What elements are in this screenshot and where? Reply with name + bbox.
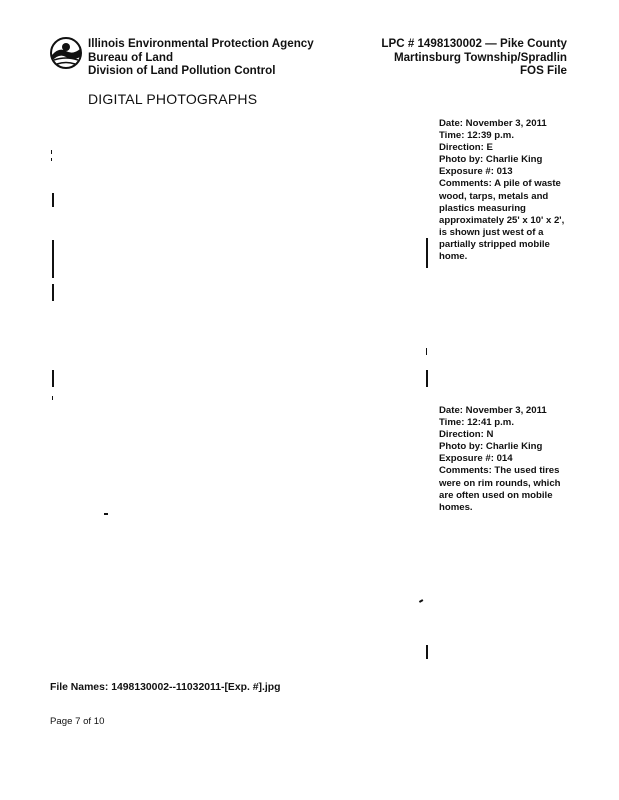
file-names: File Names: 1498130002--11032011-[Exp. #].jpg [50,682,281,693]
photo-exposure: Exposure #: 014 [439,453,513,465]
photo-direction: Direction: N [439,429,494,441]
photo-date: Date: November 3, 2011 [439,405,547,416]
photo-comments: Comments: The used tires were on rim rounds, which are often used on mobile homes. [439,465,561,513]
scan-mark [52,240,54,278]
scan-mark [419,599,423,602]
agency-header [88,37,314,78]
scan-mark [52,193,54,207]
lpc-number: LPC # 1498130002 — Pike County [381,37,567,50]
site-header [381,37,567,78]
bureau-name: Bureau of Land [88,50,174,64]
photo-comments: Comments: A pile of waste wood, tarps, metals and plastics measuring approximately 25' x 10' x 2', is shown just west of a partially stripped mobile home. [439,178,565,263]
scan-mark [104,513,108,515]
scan-mark [51,150,52,154]
scan-mark [51,158,52,161]
photo-exposure: Exposure #: 013 [439,166,513,178]
photo-author: Photo by: Charlie King [439,154,543,166]
scan-mark [52,370,54,387]
scan-mark [426,645,428,659]
photo-time: Time: 12:41 p.m. [439,417,515,429]
page-title: DIGITAL PHOTOGRAPHS [88,91,258,107]
photo-time: Time: 12:39 p.m. [439,130,515,142]
photo-direction: Direction: E [439,142,493,154]
agency-logo [50,37,82,69]
photo-date: Date: November 3, 2011 [439,118,547,129]
photo-author: Photo by: Charlie King [439,441,543,453]
scan-mark [426,348,427,355]
agency-name: Illinois Environmental Protection Agency [88,37,314,50]
division-name: Division of Land Pollution Control [88,64,276,77]
scan-mark [426,370,428,387]
page-number: Page 7 of 10 [50,716,105,727]
file-type: FOS File [519,64,567,77]
scan-mark [52,284,54,301]
scan-mark [52,396,53,400]
township-name: Martinsburg Township/Spradlin [393,50,567,64]
photo-caption-1 [439,118,569,263]
photo-caption-2 [439,405,569,514]
scan-mark [426,238,428,268]
